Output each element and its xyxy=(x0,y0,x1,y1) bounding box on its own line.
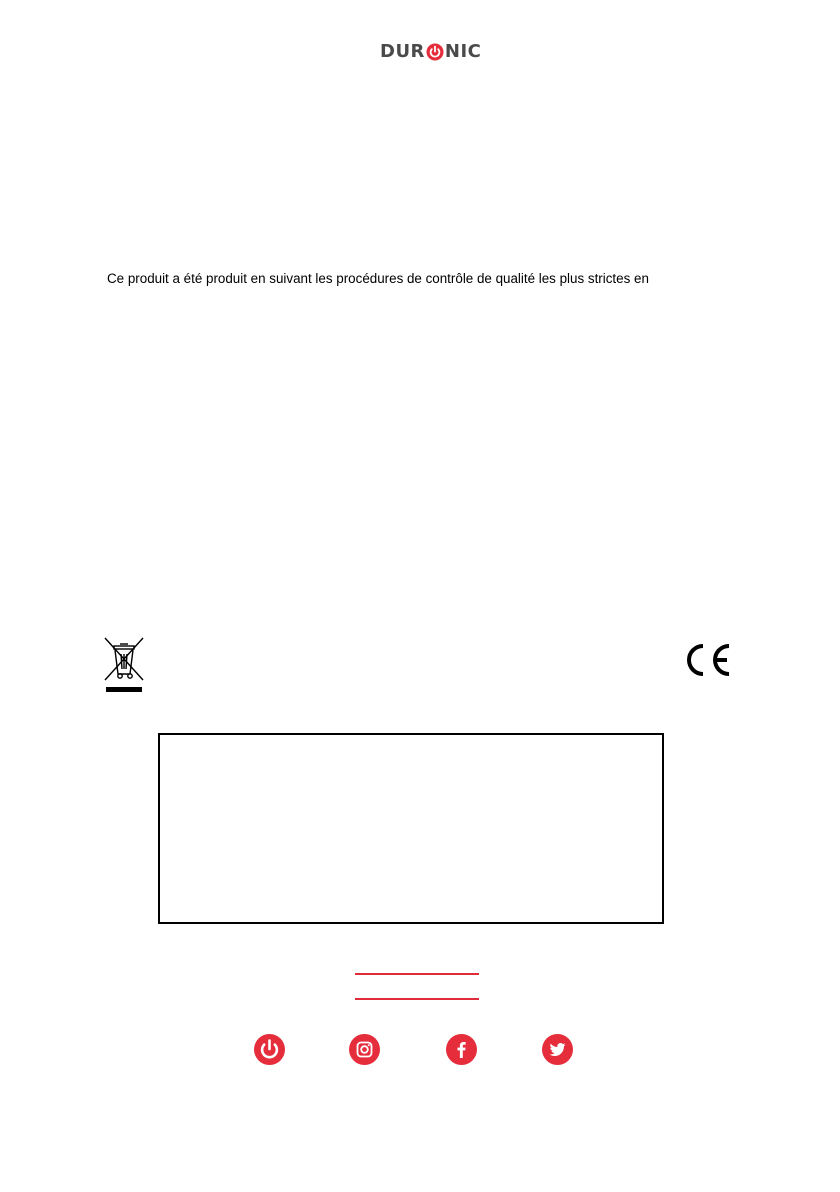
ce-mark-icon xyxy=(681,641,733,679)
twitter-icon[interactable] xyxy=(542,1034,573,1065)
facebook-icon[interactable] xyxy=(446,1034,477,1065)
duronic-logo xyxy=(380,38,482,66)
info-box xyxy=(158,733,664,924)
logo-prefix: DUR xyxy=(380,41,425,62)
quality-statement: Ce produit a été produit en suivant les procédures de contrôle de qualité les plus strictes en xyxy=(107,271,649,286)
instagram-icon[interactable] xyxy=(349,1034,380,1065)
logo-suffix: NIC xyxy=(444,41,482,62)
link-underline-2 xyxy=(355,998,479,1000)
logo-power-icon xyxy=(426,43,444,61)
power-icon[interactable] xyxy=(254,1034,285,1065)
link-underline-1 xyxy=(355,973,479,975)
crossed-out-wheelie-bin-icon xyxy=(103,636,145,694)
